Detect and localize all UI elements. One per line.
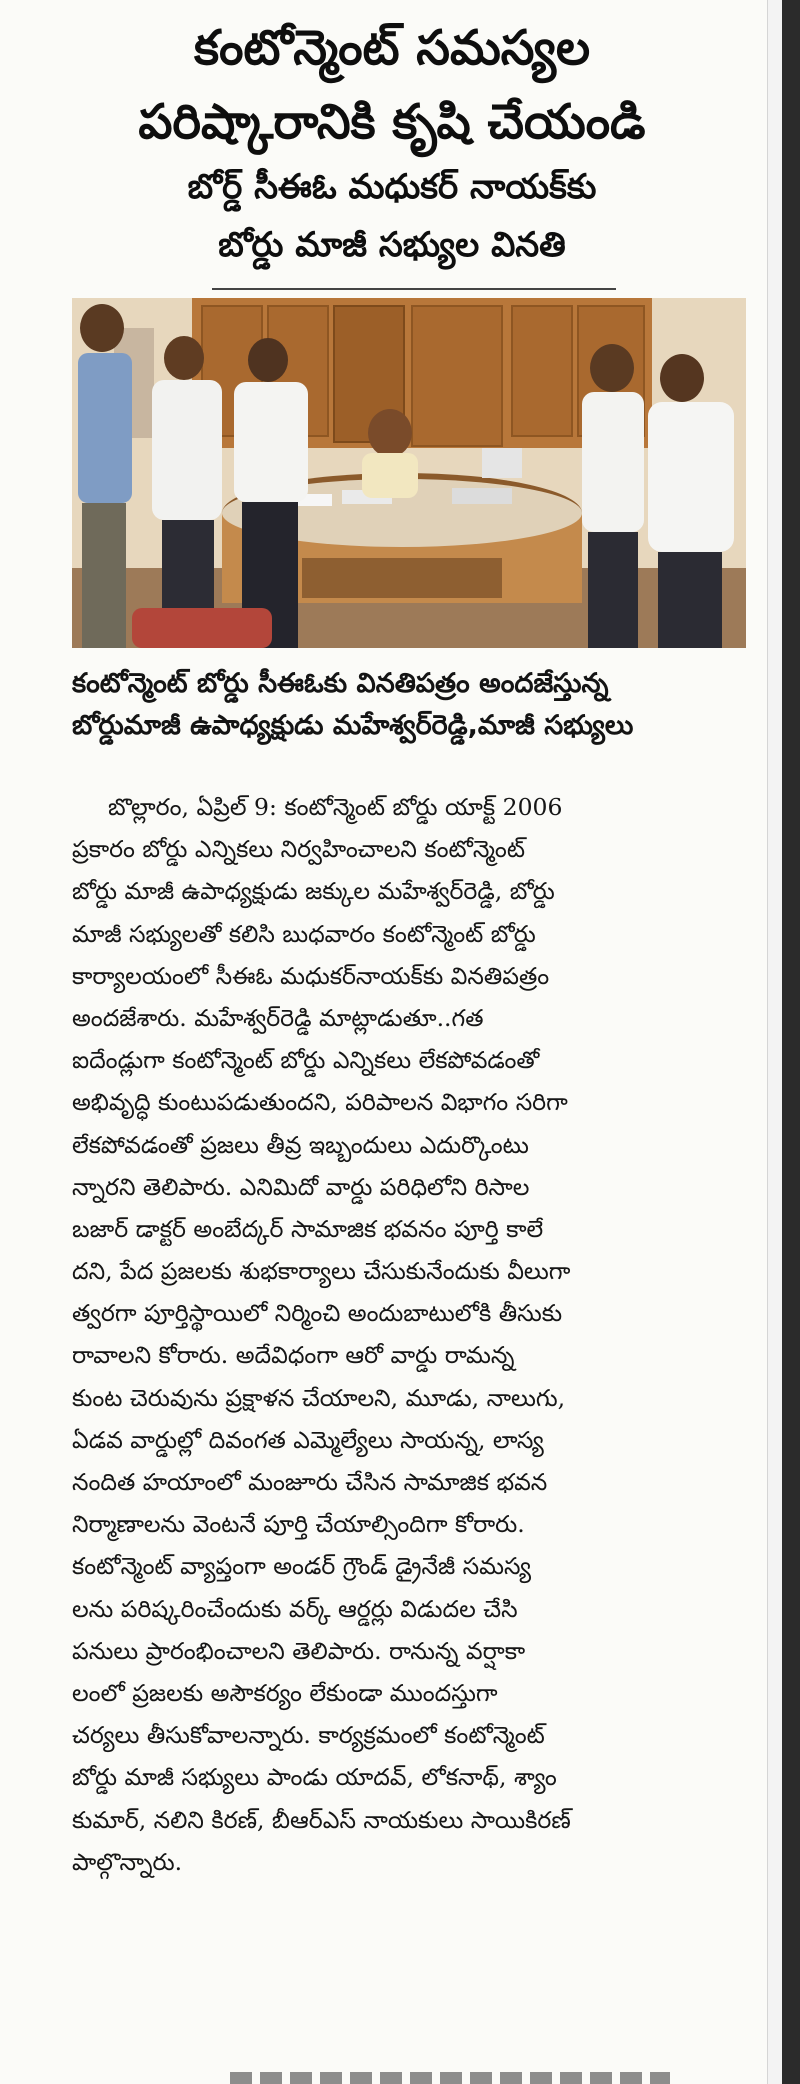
photo-caption-line-1: కంటోన్మెంట్ బోర్డు సీఈఓకు వినతిపత్రం అందజేస్తున్న bbox=[72, 668, 609, 699]
article-line: లేకపోవడంతో ప్రజలు తీవ్ర ఇబ్బందులు ఎదుర్కొంటు bbox=[72, 1130, 529, 1159]
article-line: కుంట చెరువును ప్రక్షాళన చేయాలని, మూడు, నాలుగు, bbox=[72, 1383, 566, 1412]
article-body bbox=[72, 786, 748, 1883]
article-line: బోర్డు మాజీ సభ్యులు పాండు యాదవ్, లోకనాథ్, శ్యాం bbox=[72, 1763, 557, 1792]
article-line: నందిత హయాంలో మంజూరు చేసిన సామాజిక భవన bbox=[72, 1468, 548, 1496]
article-line: నిర్మాణాలను వెంటనే పూర్తి చేయాల్సిందిగా కోరారు. bbox=[72, 1510, 525, 1539]
page-edge-strip bbox=[782, 0, 800, 2084]
article-line: ఐదేండ్లుగా కంటోన్మెంట్ బోర్డు ఎన్నికలు లేకపోవడంతో bbox=[72, 1046, 540, 1075]
article-line: పాల్గొన్నారు. bbox=[72, 1847, 183, 1876]
article-line: చర్యలు తీసుకోవాలన్నారు. కార్యక్రమంలో కంటోన్మెంట్ bbox=[72, 1721, 545, 1750]
article-line: బోర్డు మాజీ ఉపాధ్యక్షుడు జక్కుల మహేశ్వర్‌రెడ్డి, బోర్డు bbox=[72, 877, 555, 906]
article-line: రావాలని కోరారు. అదేవిధంగా ఆరో వార్డు రామన్న bbox=[72, 1341, 515, 1370]
article-line: ఏడవ వార్డుల్లో దివంగత ఎమ్మెల్యేలు సాయన్న, లాస్య bbox=[72, 1425, 544, 1454]
article-line: లంలో ప్రజలకు అసౌకర్యం లేకుండా ముందస్తుగా bbox=[72, 1678, 498, 1707]
article-line: కుమార్, నలిని కిరణ్, బీఆర్ఎస్ నాయకులు సాయికిరణ్ bbox=[72, 1805, 571, 1834]
headline-line-2: పరిష్కారానికి కృషి చేయండి bbox=[138, 94, 646, 150]
article-line: పనులు ప్రారంభించాలని తెలిపారు. రానున్న వర్షాకా bbox=[72, 1636, 526, 1665]
page-gutter bbox=[767, 0, 782, 2084]
article-line: త్వరగా పూర్తిస్థాయిలో నిర్మించి అందుబాటులోకి తీసుకు bbox=[72, 1299, 563, 1328]
subheadline-line-1: బోర్డ్ సీఈఓ మధుకర్ నాయక్‌కు bbox=[187, 167, 597, 207]
news-photo bbox=[72, 298, 746, 648]
article-line: బజార్ డాక్టర్ అంబేద్కర్ సామాజిక భవనం పూర్తి కాలే bbox=[72, 1214, 544, 1243]
article-line: బొల్లారం, ఏప్రిల్ 9: కంటోన్మెంట్ బోర్డు యాక్ట్ 2006 bbox=[108, 793, 563, 821]
article-line: అందజేశారు. మహేశ్వర్‌రెడ్డి మాట్లాడుతూ..గత bbox=[72, 1003, 484, 1032]
subheadline-line-2: బోర్డు మాజీ సభ్యుల వినతి bbox=[218, 225, 566, 265]
article-line: అభివృద్ధి కుంటుపడుతుందని, పరిపాలన విభాగం సరిగా bbox=[72, 1088, 568, 1117]
headline-divider bbox=[212, 288, 616, 290]
article-line: లను పరిష్కరించేందుకు వర్క్ ఆర్డర్లు విడుదల చేసి bbox=[72, 1594, 518, 1623]
article-line: న్నారని తెలిపారు. ఎనిమిదో వార్డు పరిధిలోని రిసాల bbox=[72, 1172, 530, 1201]
headline-line-1: కంటోన్మెంట్ సమస్యల bbox=[194, 20, 590, 76]
article-line: కంటోన్మెంట్ వ్యాప్తంగా అండర్ గ్రౌండ్ డ్రైనేజీ సమస్య bbox=[72, 1552, 531, 1581]
article-line: దని, పేద ప్రజలకు శుభకార్యాలు చేసుకునేందుకు వీలుగా bbox=[72, 1257, 571, 1286]
photo-caption-line-2: బోర్డుమాజీ ఉపాధ్యక్షుడు మహేశ్వర్‌రెడ్డి,మాజీ సభ్యులు bbox=[72, 710, 634, 741]
article-line: కార్యాలయంలో సీఈఓ మధుకర్‌నాయక్‌కు వినతిపత్రం bbox=[72, 961, 550, 990]
cut-off-text-fragment bbox=[230, 2072, 670, 2084]
article-line: మాజీ సభ్యులతో కలిసి బుధవారం కంటోన్మెంట్ బోర్డు bbox=[72, 919, 536, 948]
photo-illustration bbox=[72, 298, 746, 648]
article-line: ప్రకారం బోర్డు ఎన్నికలు నిర్వహించాలని కంటోన్మెంట్ bbox=[72, 835, 525, 864]
